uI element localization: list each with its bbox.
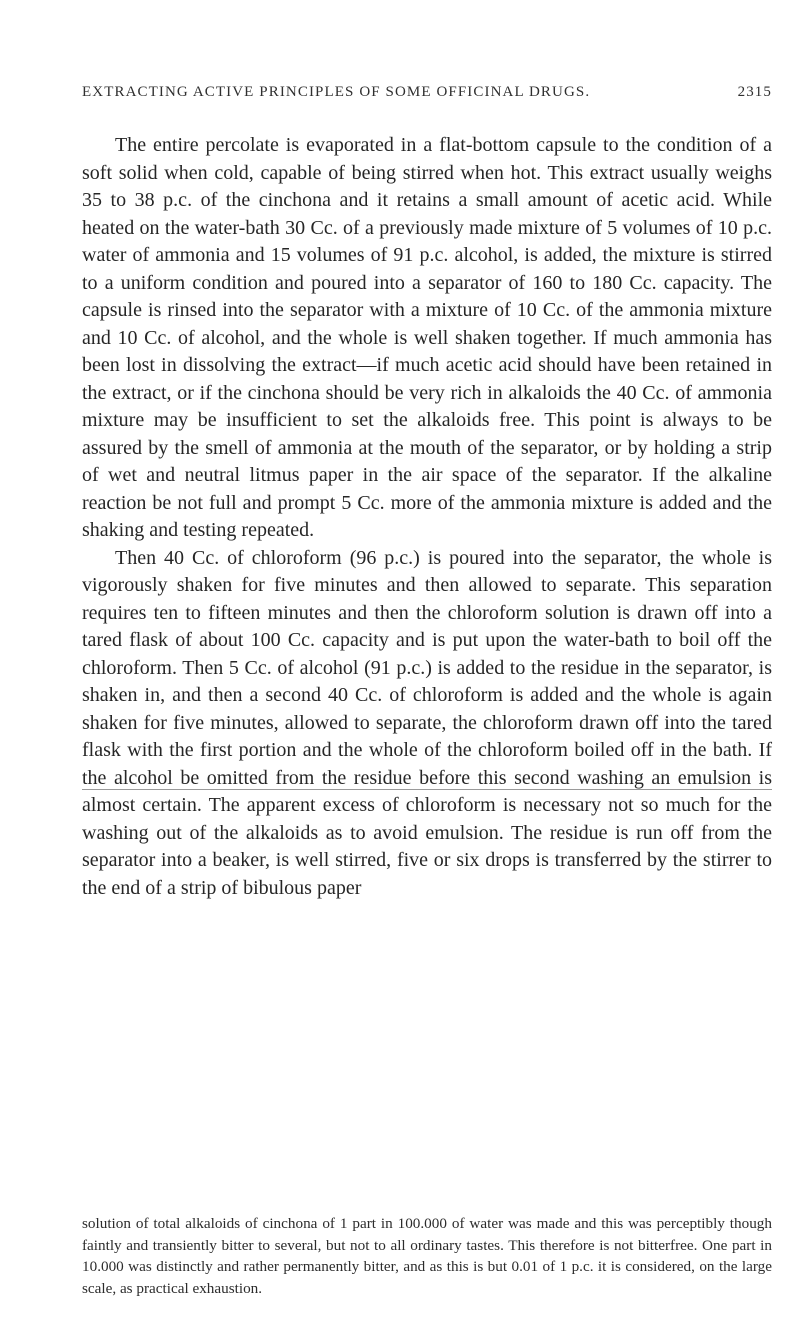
footnote-divider bbox=[82, 789, 772, 790]
paragraph-chloroform: Then 40 Cc. of chloroform (96 p.c.) is poured into the separator, the whole is vigorously shaken for five minutes and then allowed to separate. This separation requires ten to fifteen minutes and then the chloroform solution is drawn off into a tared flask of about 100 Cc. capacity and is put upon the water-bath to boil off the chloroform. Then 5 Cc. of alcohol (91 p.c.) is added to the residue in the separator, is shaken in, and then a second 40 Cc. of chloroform is added and the whole is again shaken for five minutes, allowed to separate, the chloroform drawn off into the tared flask with the first portion and the whole of the chloroform boiled off in the bath. If the alcohol be omitted from the residue before this second washing an emulsion is almost certain. The apparent excess of chloroform is necessary not so much for the washing out of the alkaloids as to avoid emulsion. The residue is run off from the separator into a beaker, is well stirred, five or six drops is transferred by the stirrer to the end of a strip of bibulous paper bbox=[82, 546, 772, 899]
running-head-title: EXTRACTING ACTIVE PRINCIPLES OF SOME OFFICINAL DRUGS. bbox=[82, 84, 591, 100]
body-text bbox=[82, 132, 772, 902]
footnote: solution of total alkaloids of cinchona of 1 part in 100.000 of water was made and this was perceptibly though faintly and transiently bitter to several, but not to all ordinary tastes. This therefore is not bitterfree. One part in 10.000 was distinctly and rather permanently bitter, and as this is but 0.01 of 1 p.c. it is considered, on the large scale, as practical exhaustion. bbox=[82, 1215, 772, 1297]
paragraph-percolate: The entire percolate is evaporated in a flat-bottom capsule to the condition of a soft solid when cold, capable of being stirred when hot. This extract usually weighs 35 to 38 p.c. of the cinchona and it retains a small amount of acetic acid. While heated on the water-bath 30 Cc. of a previously made mixture of 5 volumes of 10 p.c. water of ammonia and 15 volumes of 91 p.c. alcohol, is added, the mixture is stirred to a uniform condition and poured into a separator of 160 to 180 Cc. capacity. The capsule is rinsed into the separator with a mixture of 10 Cc. of the ammonia mixture and 10 Cc. of alcohol, and the whole is well shaken together. If much ammonia has been lost in dissolving the extract—if much acetic acid should have been retained in the extract, or if the cinchona should be very rich in alkaloids the 40 Cc. of ammonia mixture may be insufficient to set the alkaloids free. This point is always to be assured by the smell of ammonia at the mouth of the separator, or by holding a strip of wet and neutral litmus paper in the air space of the separator. If the alkaline reaction be not full and prompt 5 Cc. more of the ammonia mixture is added and the shaking and testing repeated. bbox=[82, 134, 772, 541]
running-head bbox=[82, 84, 772, 114]
page-number: 2315 bbox=[737, 84, 772, 100]
